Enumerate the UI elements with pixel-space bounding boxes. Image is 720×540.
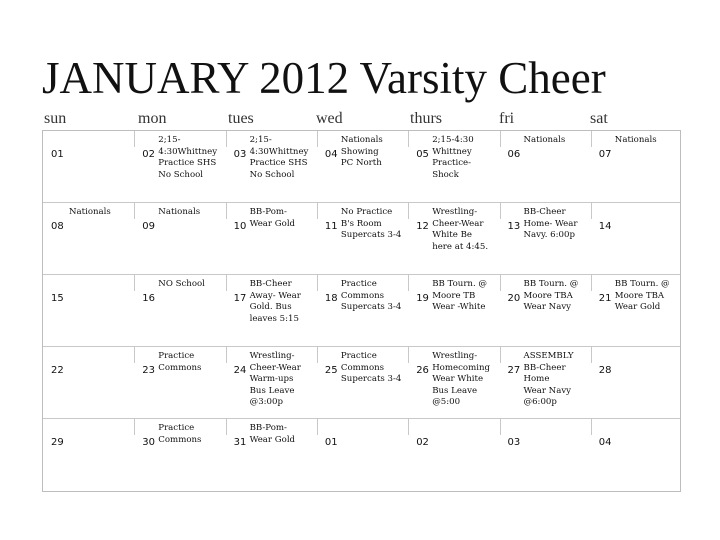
calendar-week-row (43, 275, 680, 347)
calendar-day-cell[interactable] (226, 275, 317, 347)
cell-divider (317, 419, 318, 435)
calendar-day-cell[interactable] (134, 131, 225, 203)
cell-divider (134, 275, 135, 291)
day-number: 12 (416, 221, 429, 232)
day-number: 10 (233, 221, 247, 232)
cell-divider (226, 131, 227, 147)
weekday-wed: wed (316, 110, 343, 127)
day-number: 09 (142, 221, 156, 232)
calendar-day-cell[interactable] (226, 203, 317, 275)
calendar-day-cell[interactable] (408, 419, 499, 491)
cell-divider (408, 275, 409, 291)
cell-divider (500, 347, 501, 363)
day-event-text: Practice Commons (158, 423, 202, 445)
calendar-grid (42, 130, 681, 492)
calendar-week-row (43, 419, 680, 491)
calendar-day-cell[interactable] (591, 275, 682, 347)
day-number: 22 (51, 365, 64, 376)
day-event-text: BB Tourn. @ Moore TBA Wear Gold (614, 279, 670, 312)
day-number: 02 (142, 149, 156, 160)
calendar-day-cell[interactable] (43, 131, 134, 203)
cell-divider (408, 131, 409, 147)
cell-divider (408, 419, 409, 435)
day-event-text: Nationals (614, 135, 657, 145)
day-event-text: Wrestling- Homecoming Wear White Bus Leave @5:00 (432, 351, 491, 407)
day-number: 17 (233, 293, 247, 304)
weekday-mon: mon (138, 110, 167, 127)
calendar-day-cell[interactable] (591, 203, 682, 275)
calendar-day-cell[interactable] (317, 419, 408, 491)
weekday-tues: tues (228, 110, 254, 127)
day-event-text: Practice Commons Supercats 3-4 (340, 279, 402, 312)
day-event-text: Nationals (69, 207, 111, 217)
calendar-day-cell[interactable] (134, 347, 225, 419)
calendar-day-cell[interactable] (134, 419, 225, 491)
day-number: 01 (51, 149, 64, 160)
day-number: 14 (598, 221, 612, 232)
cell-divider (317, 275, 318, 291)
calendar-day-cell[interactable] (43, 347, 134, 419)
day-event-text: 2;15- 4:30Whittney Practice SHS No School (158, 135, 218, 180)
calendar-day-cell[interactable] (134, 275, 225, 347)
cell-divider (500, 131, 501, 147)
day-event-text: BB-Cheer Away- Wear Gold. Bus leaves 5:15 (249, 279, 301, 324)
day-event-text: Practice Commons (158, 351, 202, 373)
calendar-day-cell[interactable] (226, 347, 317, 419)
calendar-day-cell[interactable] (591, 347, 682, 419)
calendar-day-cell[interactable] (226, 419, 317, 491)
calendar-day-cell[interactable] (317, 203, 408, 275)
cell-divider (134, 131, 135, 147)
cell-divider (408, 203, 409, 219)
calendar-day-cell[interactable] (317, 275, 408, 347)
calendar-day-cell[interactable] (317, 131, 408, 203)
day-event-text: BB-Pom- Wear Gold (249, 207, 296, 229)
weekday-thurs: thurs (410, 110, 442, 127)
day-number: 19 (416, 293, 429, 304)
cell-divider (500, 203, 501, 219)
day-event-text: No Practice B's Room Supercats 3-4 (340, 207, 402, 240)
day-number: 29 (51, 437, 64, 448)
day-number: 26 (416, 365, 429, 376)
day-event-text: ASSEMBLY BB-Cheer Home Wear Navy @6:00p (523, 351, 574, 407)
day-number: 31 (233, 437, 247, 448)
day-number: 04 (598, 437, 612, 448)
calendar-week-row (43, 131, 680, 203)
day-number: 28 (598, 365, 612, 376)
day-number: 08 (51, 221, 64, 232)
cell-divider (408, 347, 409, 363)
calendar-week-row (43, 203, 680, 275)
day-number: 11 (324, 221, 338, 232)
cell-divider (317, 347, 318, 363)
day-number: 30 (142, 437, 156, 448)
calendar-day-cell[interactable] (43, 203, 134, 275)
calendar-day-cell[interactable] (591, 419, 682, 491)
day-event-text: Practice Commons Supercats 3-4 (340, 351, 402, 384)
day-event-text: BB-Pom- Wear Gold (249, 423, 296, 445)
day-event-text: BB Tourn. @ Moore TB Wear -White (432, 279, 488, 312)
day-event-text: 2;15- 4:30Whittney Practice SHS No School (249, 135, 309, 180)
calendar-day-cell[interactable] (500, 347, 591, 419)
calendar-day-cell[interactable] (226, 131, 317, 203)
weekday-sat: sat (590, 110, 608, 127)
day-number: 18 (324, 293, 338, 304)
day-number: 21 (598, 293, 612, 304)
cell-divider (134, 419, 135, 435)
day-number: 23 (142, 365, 156, 376)
weekday-header (42, 110, 682, 130)
cell-divider (226, 419, 227, 435)
calendar-day-cell[interactable] (134, 203, 225, 275)
cell-divider (317, 131, 318, 147)
day-event-text: BB Tourn. @ Moore TBA Wear Navy (523, 279, 579, 312)
calendar-day-cell[interactable] (43, 275, 134, 347)
cell-divider (226, 203, 227, 219)
day-number: 16 (142, 293, 156, 304)
cell-divider (591, 131, 592, 147)
day-event-text: Wrestling- Cheer-Wear White Be here at 4:45. (432, 207, 489, 252)
cell-divider (591, 203, 592, 219)
calendar-day-cell[interactable] (591, 131, 682, 203)
calendar-day-cell[interactable] (408, 347, 499, 419)
cell-divider (591, 347, 592, 363)
weekday-fri: fri (499, 110, 515, 127)
cell-divider (500, 275, 501, 291)
cell-divider (591, 419, 592, 435)
day-number: 03 (233, 149, 247, 160)
cell-divider (134, 203, 135, 219)
day-number: 05 (416, 149, 429, 160)
day-number: 25 (324, 365, 338, 376)
day-event-text: BB-Cheer Home- Wear Navy. 6:00p (523, 207, 578, 240)
cell-divider (500, 419, 501, 435)
day-event-text: Nationals (158, 207, 201, 217)
day-number: 27 (507, 365, 521, 376)
cell-divider (134, 347, 135, 363)
calendar-week-row (43, 347, 680, 419)
day-event-text: Wrestling- Cheer-Wear Warm-ups Bus Leave @3:00p (249, 351, 301, 407)
calendar-day-cell[interactable] (408, 275, 499, 347)
day-number: 02 (416, 437, 429, 448)
cell-divider (591, 275, 592, 291)
calendar-day-cell[interactable] (43, 419, 134, 491)
day-number: 07 (598, 149, 612, 160)
day-number: 20 (507, 293, 521, 304)
calendar-day-cell[interactable] (408, 203, 499, 275)
calendar-day-cell[interactable] (317, 347, 408, 419)
day-number: 06 (507, 149, 521, 160)
day-number: 15 (51, 293, 64, 304)
calendar-day-cell[interactable] (500, 131, 591, 203)
day-number: 24 (233, 365, 247, 376)
calendar-day-cell[interactable] (500, 203, 591, 275)
cell-divider (226, 347, 227, 363)
weekday-sun: sun (44, 110, 67, 127)
day-number: 01 (324, 437, 338, 448)
day-event-text: 2;15-4:30 Whittney Practice- Shock (432, 135, 474, 180)
cell-divider (226, 275, 227, 291)
page-title: JANUARY 2012 Varsity Cheer (42, 53, 606, 103)
calendar-day-cell[interactable] (500, 419, 591, 491)
day-event-text: Nationals Showing PC North (340, 135, 383, 168)
day-event-text: NO School (158, 279, 205, 289)
calendar-day-cell[interactable] (500, 275, 591, 347)
day-number: 13 (507, 221, 521, 232)
day-number: 03 (507, 437, 521, 448)
cell-divider (317, 203, 318, 219)
calendar-day-cell[interactable] (408, 131, 499, 203)
day-number: 04 (324, 149, 338, 160)
day-event-text: Nationals (523, 135, 566, 145)
